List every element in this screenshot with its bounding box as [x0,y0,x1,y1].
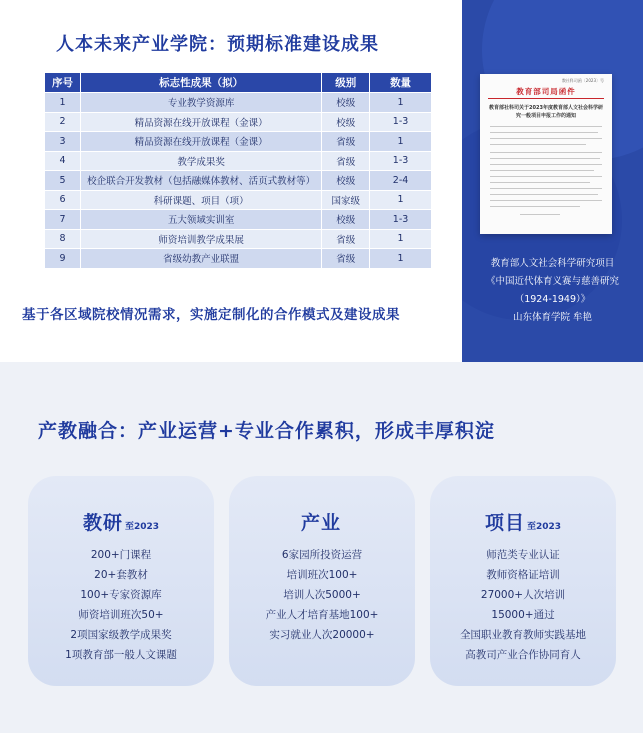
cell-level: 校级 [322,93,370,113]
cell-level: 省级 [322,132,370,152]
table-header-row [45,73,432,93]
document-text-line [490,152,602,153]
card-industry [229,476,415,686]
card-title-text: 产业 [300,512,341,534]
list-item: 师资培训班次50+ [78,609,164,621]
table-row [45,190,432,210]
cell-no: 4 [45,151,81,171]
outcomes-table [44,72,432,269]
table-row [45,112,432,132]
cell-item: 师资培训教学成果展 [80,229,321,249]
table-row [45,210,432,230]
document-text-line [490,194,598,195]
card-title [229,508,415,535]
card-list [28,545,214,665]
card-title [28,508,214,535]
cell-no: 8 [45,229,81,249]
card-title [430,508,616,535]
document-text-line [490,200,602,201]
document-image [480,74,612,234]
cell-level: 校级 [322,210,370,230]
list-item: 1项教育部一般人文课题 [65,649,177,661]
col-header-no: 序号 [45,73,81,93]
list-item: 6家园所投资运营 [281,549,363,561]
list-item: 200+门课程 [90,549,152,561]
document-text-line [520,214,560,215]
table-row [45,171,432,191]
table-row [45,132,432,152]
table-row [45,249,432,269]
document-rule [488,98,604,99]
cell-qty: 1 [370,93,432,113]
col-header-level: 级别 [322,73,370,93]
cell-level: 省级 [322,249,370,269]
cell-qty: 1 [370,190,432,210]
project-info [462,255,643,327]
cell-no: 2 [45,112,81,132]
cell-level: 省级 [322,229,370,249]
card-list [229,545,415,645]
cell-qty: 1-3 [370,112,432,132]
document-text-line [490,138,602,139]
integration-heading: 产教融合：产业运营+专业合作累积，形成丰厚积淀 [38,420,495,442]
cell-level: 校级 [322,112,370,132]
document-number: 教社科司函〔2023〕号 [561,78,604,83]
col-header-item: 标志性成果（拟） [80,73,321,93]
list-item: 全国职业教育教师实践基地 [460,629,586,641]
project-info-line: （1924-1949）》 [514,294,591,305]
cell-item: 精品资源在线开放课程（金课） [80,112,321,132]
document-text-line [490,206,580,207]
cell-no: 5 [45,171,81,191]
document-text-line [490,126,602,127]
outcomes-heading: 人本未来产业学院：预期标准建设成果 [56,34,379,55]
document-text-line [490,176,602,177]
list-item: 15000+通过 [491,609,555,621]
document-text-line [490,170,594,171]
customization-subheading: 基于各区域院校情况需求，实施定制化的合作模式及建设成果 [22,307,400,323]
outcomes-panel [0,0,462,362]
cell-qty: 1-3 [370,151,432,171]
cell-qty: 1-3 [370,210,432,230]
document-title: 教育部社科司关于2023年度教育部人文社会科学研究一般项目申报工作的通知 [489,105,603,119]
list-item: 实习就业人次20000+ [269,629,375,641]
list-item: 20+套教材 [94,569,148,581]
cell-no: 1 [45,93,81,113]
cell-item: 精品资源在线开放课程（金课） [80,132,321,152]
cell-item: 教学成果奖 [80,151,321,171]
cell-item: 校企联合开发教材（包括融媒体教材、活页式教材等） [80,171,321,191]
cell-qty: 2-4 [370,171,432,191]
document-text-line [490,158,600,159]
card-title-text: 项目 [484,512,525,534]
list-item: 教师资格证培训 [486,569,560,581]
cell-item: 省级幼教产业联盟 [80,249,321,269]
document-text-line [490,132,598,133]
cell-no: 9 [45,249,81,269]
table-row [45,93,432,113]
card-research [28,476,214,686]
list-item: 培训人次5000+ [283,589,361,601]
top-panel [0,0,643,362]
table-row [45,229,432,249]
list-item: 27000+人次培训 [480,589,566,601]
cell-level: 国家级 [322,190,370,210]
cell-no: 3 [45,132,81,152]
project-info-line: 教育部人文社会科学研究项目 [490,258,615,269]
cell-level: 校级 [322,171,370,191]
col-header-qty: 数量 [370,73,432,93]
project-info-line: 山东体育学院 牟艳 [512,312,593,323]
project-info-line: 《中国近代体育义赛与慈善研究 [485,276,619,287]
cell-item: 科研课题、项目（项） [80,190,321,210]
cell-qty: 1 [370,132,432,152]
document-text-line [490,182,590,183]
document-text-line [490,144,586,145]
cell-qty: 1 [370,229,432,249]
cell-level: 省级 [322,151,370,171]
list-item: 产业人才培育基地100+ [265,609,379,621]
cell-item: 五大领域实训室 [80,210,321,230]
cell-qty: 1 [370,249,432,269]
cell-item: 专业教学资源库 [80,93,321,113]
cell-no: 6 [45,190,81,210]
card-since: 至2023 [526,522,562,532]
list-item: 师范类专业认证 [486,549,560,561]
list-item: 培训班次100+ [286,569,358,581]
document-text-line [490,164,602,165]
table-row [45,151,432,171]
card-title-text: 教研 [82,512,123,534]
document-text-line [490,188,602,189]
list-item: 2项国家级教学成果奖 [70,629,172,641]
card-projects [430,476,616,686]
card-list [430,545,616,665]
list-item: 高教司产业合作协同育人 [465,649,581,661]
document-header: 教育部司局函件 [516,87,576,96]
cell-no: 7 [45,210,81,230]
list-item: 100+专家资源库 [80,589,162,601]
card-since: 至2023 [124,522,160,532]
